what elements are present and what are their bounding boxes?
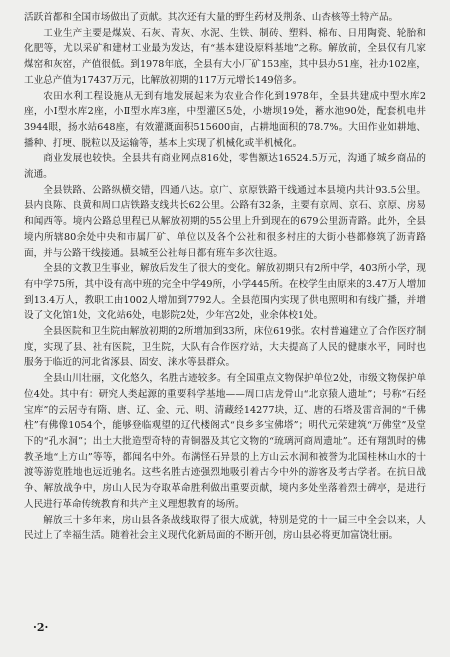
paragraph-7: 全县医院和卫生院由解放初期的2所增加到33所，床位619张。农村普遍建立了合作医疗制度，实现了县、社有医院，卫生院，大队有合作医疗站，大夫提高了人民的健康水平，同时也服务于临近的河北省涿县、固安、涞水等县群众。: [24, 326, 426, 369]
page-number: ·2·: [33, 621, 49, 634]
paragraph-1: 活跃首都和全国市场做出了贡献。其次还有大量的野生药材及荆条、山杏核等土特产品。: [24, 12, 399, 23]
paragraph-8: 全县山川壮丽，文化悠久，名胜古迹较多。有全国重点文物保护单位2处，市级文物保护单位4处。其中有：研究人类起源的重要科学基地——周口店龙骨山“北京猿人遗址”；号称“石经宝库”的云居寺有隋、唐、辽、金、元、明、清藏经14277块，辽、唐的石塔及雷音洞的“千佛柱”有佛像1054个，能够登临观望的辽代楼阁式“良乡多宝佛塔”；明代元荣建筑“万佛堂”及堂下的“孔水洞”；出土大批造型奇特的青铜器及其它文物的“琉璃河商周遗址”。还有翔凯时的佛教圣地“上方山”等等，都闻名中外。布满怪石异景的上方山云水洞和被誉为北国桂林山水的十渡等游览胜地也远近驰名。这些名胜古迹强烈地吸引着古今中外的游客及考古学者。在抗日战争、解放战争中，房山人民为夺取革命胜利做出重要贡献，境内多处坐落着烈士碑亭，是进行人民进行革命传统教育和共产主义理想教育的场所。: [24, 373, 426, 510]
paragraph-2: 工业生产主要是煤炭、石灰、青灰、水泥、生铁、制砖、塑料、棉布、日用陶瓷、轮胎和化肥等，尤以采矿和建材工业最为发达，有“基本建设原料基地”之称。解放前，全县仅有几家煤窑和灰窑，产值很低。到1978年底，全县有大小厂矿153座，其中县办51座，社办102座，工业总产值为17437万元，比解放初期的117万元增长149倍多。: [24, 27, 426, 86]
paragraph-6: 全县的文教卫生事业，解放后发生了很大的变化。解放初期只有2所中学，403所小学，现有中学75所，其中设有高中班的完全中学49所，小学445所。在校学生由原来的3.47万人增加到13.4万人，教职工由1002人增加到7792人。全县范围内实现了供电照明和有线广播，并增设了文化馆1处，文化站6处，电影院2处，少年宫2处，业余体校1处。: [24, 263, 426, 322]
paragraph-4: 商业发展也较快。全县共有商业网点816处，零售额达16524.5万元，沟通了城乡商品的流通。: [24, 153, 426, 181]
paragraph-9: 解放三十多年来，房山县各条战线取得了很大成就，特别是党的十一届三中全会以来，人民过上了幸福生活。随着社会主义现代化新局面的不断开创，房山县必将更加富饶壮丽。: [24, 514, 426, 542]
paragraph-5: 全县铁路、公路纵横交错，四通八达。京广、京原铁路干线通过本县境内共计93.5公里。县内良陈、良黄和周口店铁路支线共长62公里。公路有32条，主要有京周、京石、京原、房易和闻西等。境内公路总里程已从解放初期的55公里上升到现在的679公里沥青路。此外，全县境内所辖80余处中央和市属厂矿、单位以及各个公社和很多村庄的大街小巷都修筑了沥青路面，并与公路干线接通。县城至公社每日都有班车多次往返。: [24, 184, 426, 259]
body-text: [24, 10, 426, 544]
paragraph-3: 农田水利工程设施从无到有地发展起来为农业合作化到1978年，全县共建成中型水库2座，小Ⅰ型水库2座，小Ⅱ型水库3座，中型灌区5处，小塘坝19处，蓄水池90处，配套机电井3944眼，扬水站648座，有效灌溉面积515600亩，占耕地面积的78.7%。大田作业如耕地、播种、打埂、脱粒以及运输等，基本上实现了机械化或半机械化。: [24, 90, 426, 149]
